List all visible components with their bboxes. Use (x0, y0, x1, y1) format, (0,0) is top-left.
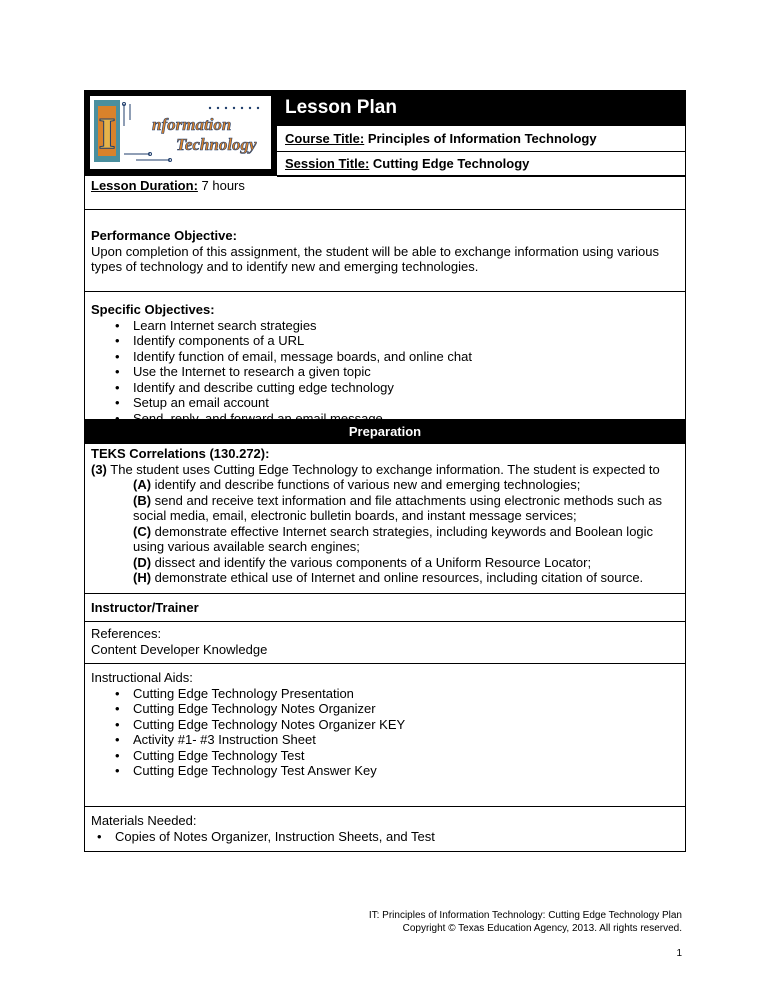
materials-heading: Materials Needed: (91, 813, 197, 828)
specific-objectives-list (91, 318, 679, 442)
instructional-aids-list (91, 686, 679, 779)
instructor-trainer-header: Instructor/Trainer (84, 594, 686, 622)
teks-item: (D) dissect and identify the various components of a Uniform Resource Locator; (133, 554, 592, 570)
teks-item: (B) send and receive text information and file attachments using electronic methods such as social media, email, electronic bulletin boards, and instant message services; (133, 492, 662, 523)
logo-cell (84, 90, 277, 175)
materials-list (91, 829, 679, 845)
teks-item: (A) identify and describe functions of various new and emerging technologies; (133, 477, 581, 492)
list-item: • Identify and describe cutting edge technology (115, 379, 394, 395)
materials-needed-section (84, 807, 686, 852)
header (84, 90, 686, 175)
list-item: • Cutting Edge Technology Presentation (115, 685, 354, 701)
course-title-label: Course Title: (285, 131, 365, 146)
list-item: • Cutting Edge Technology Test Answer Key (115, 763, 377, 778)
duration-value: 7 hours (197, 178, 245, 193)
list-item: • Post comments to a message board (115, 426, 342, 441)
list-item: • Learn Internet search strategies (115, 317, 317, 333)
information-technology-logo (90, 96, 271, 169)
teks-item: (C) demonstrate effective Internet search strategies, including keywords and Boolean logic using various available search engines; (133, 523, 654, 554)
duration-label: Lesson Duration: (91, 178, 198, 193)
session-title-label: Session Title: (285, 156, 370, 171)
references-section (84, 622, 686, 664)
teks-heading: TEKS Correlations (130.272): (91, 446, 270, 461)
page-title: Lesson Plan (277, 90, 686, 125)
page-footer (369, 909, 682, 935)
performance-objective-text: Upon completion of this assignment, the student will be able to exchange information using various types of technology and to identify new and emerging technologies. (91, 243, 659, 274)
specific-objectives-heading: Specific Objectives: (91, 302, 215, 317)
session-title-row (277, 152, 686, 177)
references-text: Content Developer Knowledge (91, 641, 268, 657)
references-heading: References: (91, 626, 162, 641)
list-item: • Copies of Notes Organizer, Instruction Sheets, and Test (97, 828, 435, 844)
lesson-duration-section (84, 175, 686, 210)
preparation-header: Preparation (84, 420, 686, 444)
list-item: • Cutting Edge Technology Test (115, 747, 305, 763)
list-item: • Use the Internet to research a given topic (115, 364, 371, 379)
session-title-value: Cutting Edge Technology (369, 156, 530, 171)
list-item: • Cutting Edge Technology Notes Organizer (115, 701, 376, 716)
course-title-value: Principles of Information Technology (364, 131, 597, 146)
teks-correlations-section (84, 444, 686, 594)
svg-text:I: I (98, 109, 116, 158)
performance-objective-heading: Performance Objective: (91, 228, 237, 243)
footer-course-line: IT: Principles of Information Technology: Cutting Edge Technology Plan (368, 910, 682, 921)
course-title-row (277, 125, 686, 152)
list-item: • Send, reply, and forward an email message (115, 410, 383, 426)
page-number: 1 (676, 948, 682, 959)
svg-text:nformation: nformation (152, 115, 232, 134)
list-item: • Cutting Edge Technology Notes Organizer KEY (115, 716, 406, 732)
performance-objective-section (84, 210, 686, 292)
instructional-aids-heading: Instructional Aids: (91, 670, 193, 685)
list-item: • Identify function of email, message boards, and online chat (115, 348, 472, 364)
teks-intro: (3) The student uses Cutting Edge Technology to exchange information. The student is expected to (91, 461, 660, 477)
list-item: • Activity #1- #3 Instruction Sheet (115, 732, 316, 747)
lesson-plan-document (84, 90, 686, 852)
footer-copyright: Copyright © Texas Education Agency, 2013. All rights reserved. (402, 923, 682, 934)
list-item: • Setup an email account (115, 395, 269, 410)
instructional-aids-section (84, 664, 686, 807)
teks-item: (H) demonstrate ethical use of Internet and online resources, including citation of source. (133, 570, 644, 585)
svg-text:Technology: Technology (176, 135, 257, 154)
list-item: • Identify components of a URL (115, 333, 305, 348)
